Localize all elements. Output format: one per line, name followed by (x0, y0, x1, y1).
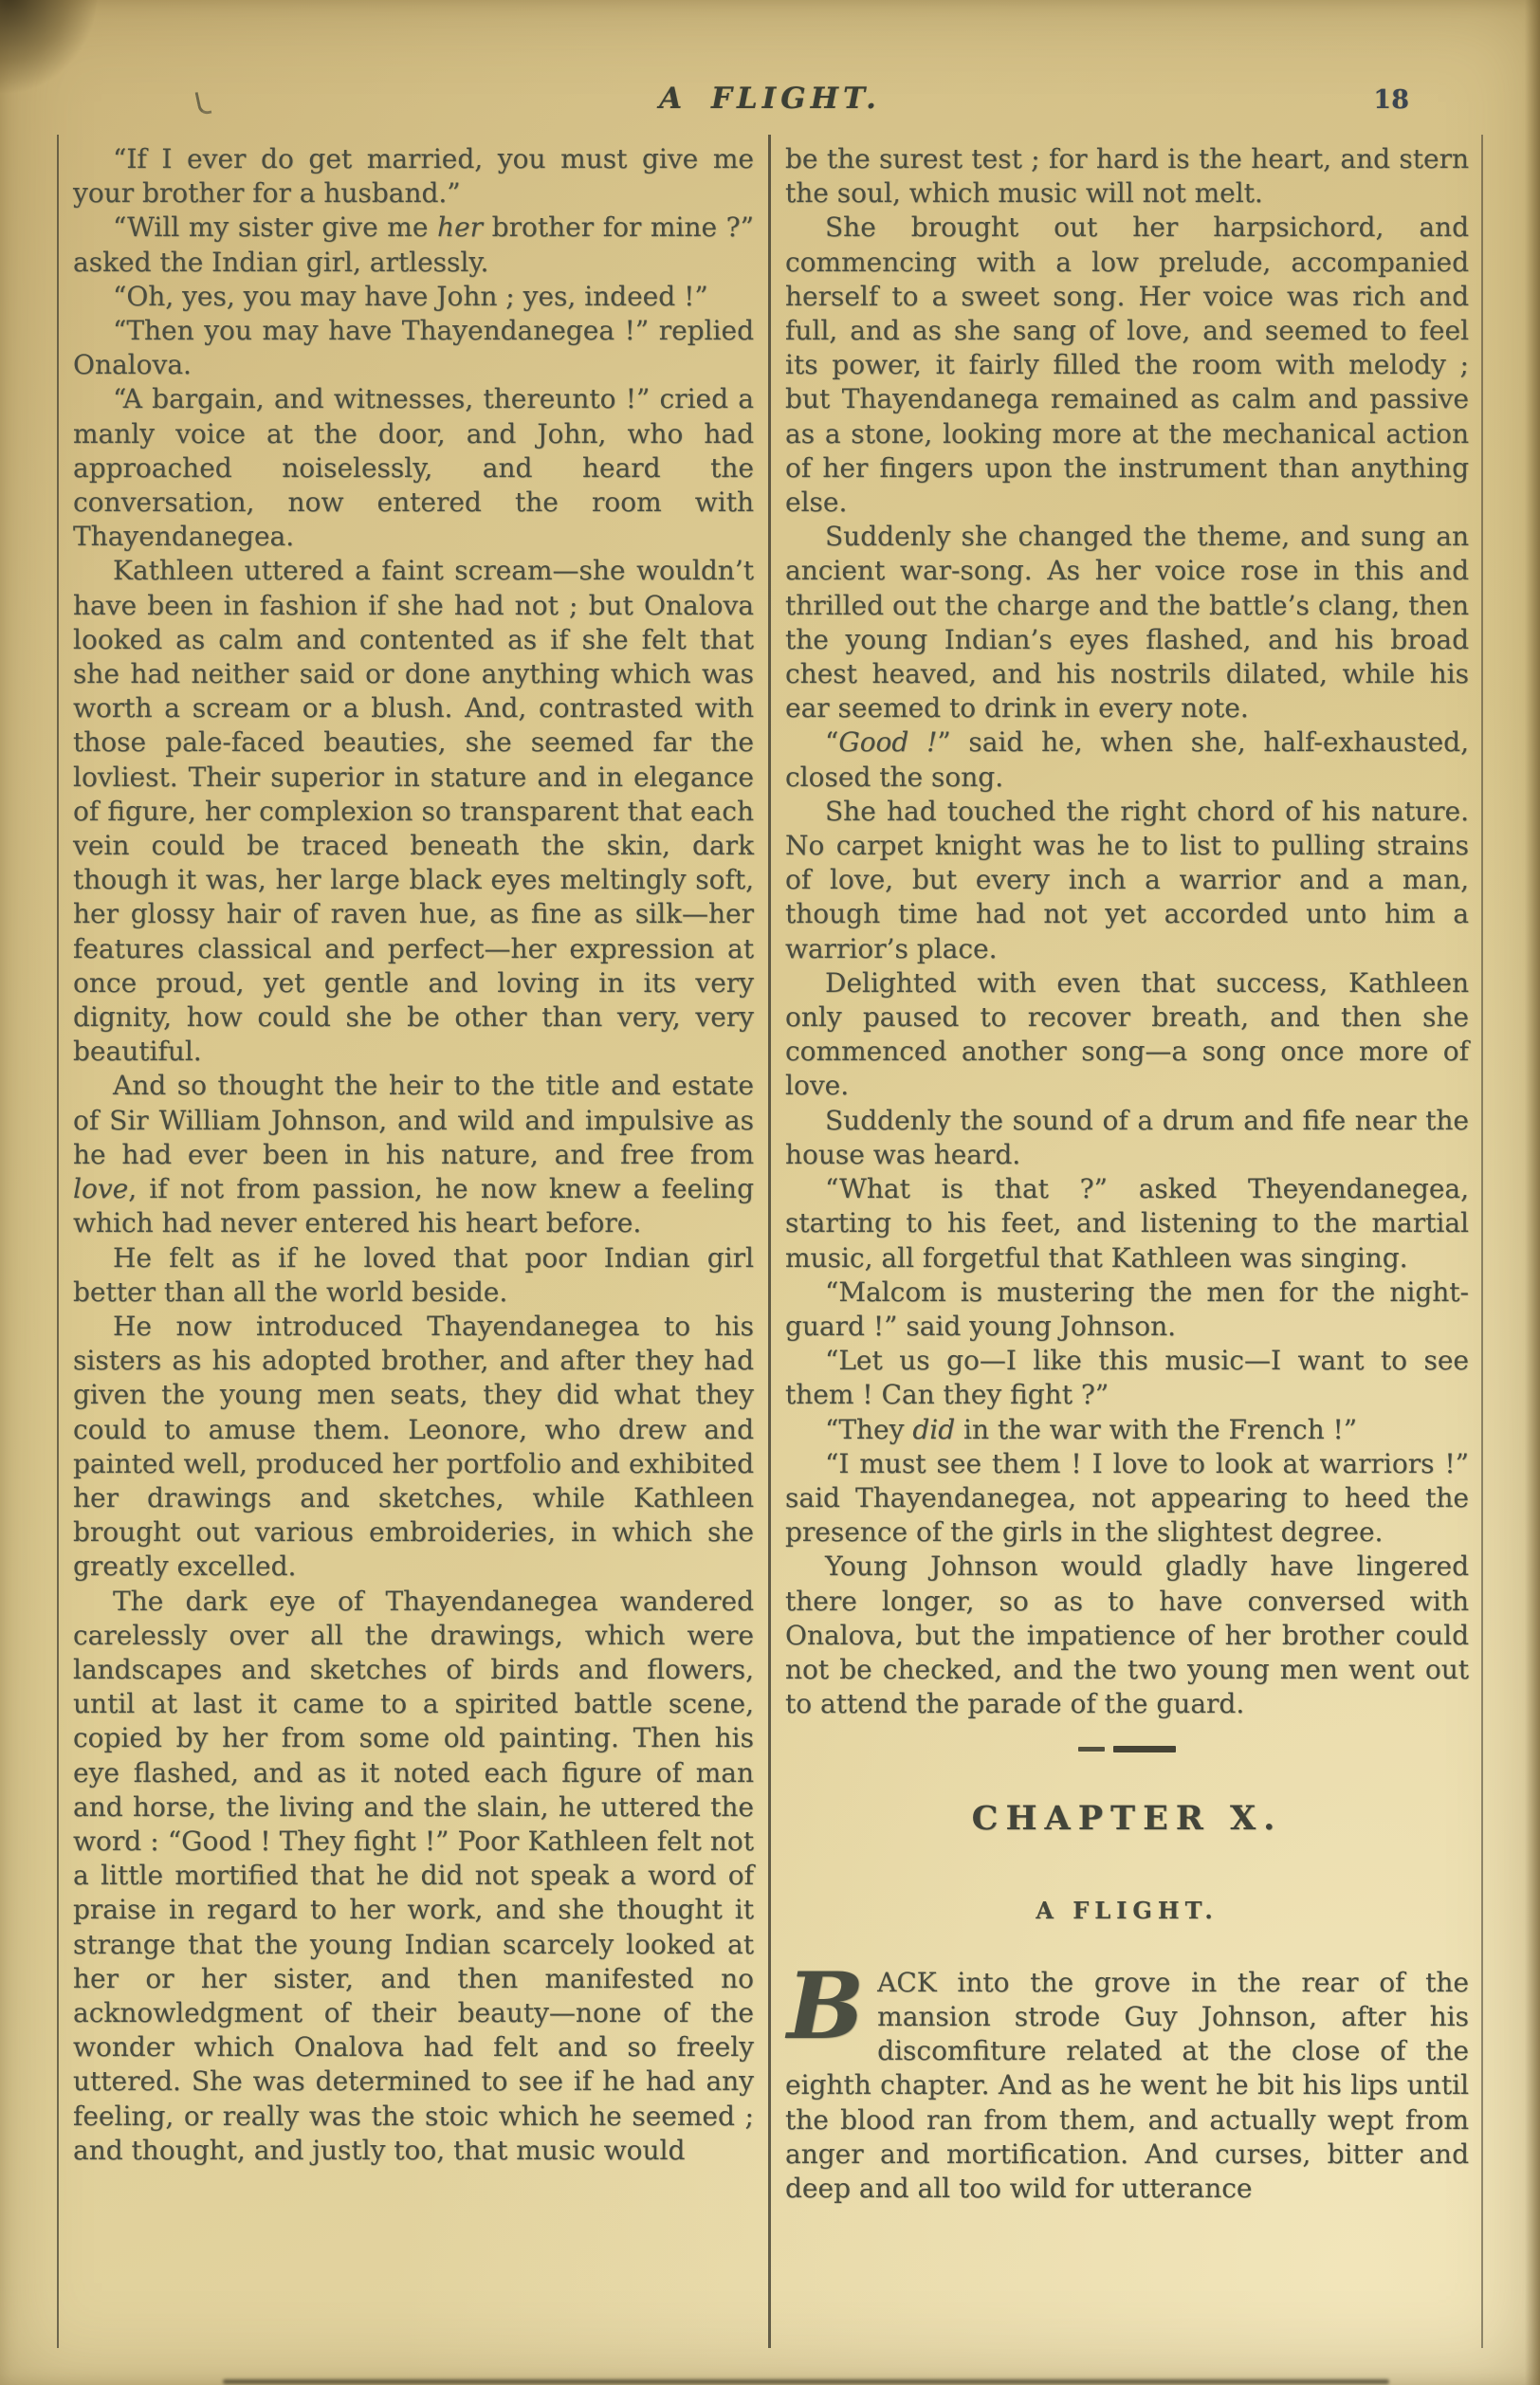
paragraph: “A bargain, and witnesses, thereunto !” cried a manly voice at the door, and John, who had approached noiselessly, and heard the conversation, now entered the room with Thayendanegea. (73, 383, 754, 553)
paragraph: The dark eye of Thayendanegea wandered carelessly over all the drawings, which were landscapes and sketches of birds and flowers, until at last it came to a spirited battle scene, copied by her from some old painting. Then his eye flashed, and as it noted each figure of man and horse, the living and the slain, he uttered the word : “Good ! They fight !” Poor Kathleen felt not a little mortified that he did not speak a word of praise in regard to her work, and she thought it strange that the young Indian scarcely looked at her or her sister, and then manifested no acknowledgment of their beauty—none of the wonder which Onalova had felt and so freely uttered. She was determined to see if he had any feeling, or really was the stoic which he seemed ; and thought, and justly too, that music would (73, 1585, 754, 2166)
text-block (57, 135, 1483, 2348)
scan-edge-line (223, 2379, 1389, 2384)
paragraph: “If I ever do get married, you must give me your brother for a husband.” (73, 143, 754, 210)
page-edge-shadow (1525, 0, 1540, 2385)
paragraph: “Then you may have Thayendanegea !” replied Onalova. (73, 315, 754, 381)
chapter-heading: CHAPTER X. (971, 1799, 1283, 1839)
chapter-opening-text: ACK into the grove in the rear of the mansion strode Guy Johnson, after his discomfiture related at the close of the eighth chapter. And as he went he bit his lips until the blood ran from them, and actually wept from anger and mortification. And curses, bitter and deep and all too wild for utterance (785, 1966, 1469, 2204)
paragraph: “Good !” said he, when she, half-exhausted, closed the song. (785, 726, 1469, 793)
divider-dash-long (1113, 1746, 1176, 1752)
section-divider (785, 1744, 1469, 1752)
paragraph: Suddenly the sound of a drum and fife near the house was heard. (785, 1104, 1469, 1170)
chapter-subtitle: A FLIGHT. (1036, 1896, 1219, 1924)
paragraph: “They did in the war with the French !” (825, 1413, 1358, 1445)
paragraph: Kathleen uttered a faint scream—she wouldn’t have been in fashion if she had not ; but Onalova looked as calm and contented as if she felt that she had neither said or done anything which was worth a scream or a blush. And, contrasted with those pale-faced beauties, she seemed far the lovliest. Their superior in stature and in elegance of figure, her complexion so transparent that each vein could be traced beneath the skin, dark though it was, her large black eyes meltingly soft, her glossy hair of raven hue, as fine as silk—her features classical and perfect—her expression at once proud, yet gentle and loving in its very dignity, how could she be other than very, very beautiful. (73, 555, 754, 1068)
paragraph: He felt as if he loved that poor Indian girl better than all the world beside. (73, 1241, 754, 1308)
paragraph: “I must see them ! I love to look at warriors !” said Thayendanegea, not appearing to heed the presence of the girls in the slightest degree. (785, 1447, 1469, 1549)
paragraph: He now introduced Thayendanegea to his sisters as his adopted brother, and after they had given the young men seats, they did what they could to amuse them. Leonore, who drew and painted well, produced her portfolio and exhibited her drawings and sketches, while Kathleen brought out various embroideries, in which she greatly excelled. (73, 1310, 754, 1583)
chapter-opening-paragraph (785, 1952, 1469, 2206)
right-column (771, 135, 1483, 2348)
continuation-paragraph: be the surest test ; for hard is the heart, and stern the soul, which music will not melt. (785, 143, 1469, 210)
drop-cap-letter: B (787, 1952, 865, 2060)
page-number: 18 (1373, 85, 1409, 115)
running-title: A FLIGHT. (659, 82, 881, 116)
running-header (57, 82, 1483, 116)
left-column (59, 135, 771, 2348)
paragraph: Delighted with even that success, Kathleen only paused to recover breath, and then she commenced another song—a song once more of love. (785, 966, 1469, 1102)
paragraph: She brought out her harpsichord, and commencing with a low prelude, accompanied herself to a sweet song. Her voice was rich and full, and as she sang of love, and seemed to feel its power, it fairly filled the room with melody ; but Thayendanega remained as calm and passive as a stone, looking more at the mechanical action of her fingers upon the instrument than anything else. (785, 211, 1469, 519)
paragraph: “Oh, yes, you may have John ; yes, indeed !” (113, 280, 708, 312)
paragraph: “Let us go—I like this music—I want to see them ! Can they fight ?” (785, 1345, 1469, 1411)
paragraph: And so thought the heir to the title and estate of Sir William Johnson, and wild and impulsive as he had ever been in his nature, and free from love, if not from passion, he now knew a feeling which had never entered his heart before. (73, 1070, 754, 1239)
paragraph: She had touched the right chord of his nature. No carpet knight was he to list to pulling strains of love, but every inch a warrior and a man, though time had not yet accorded unto him a warrior’s place. (785, 795, 1469, 964)
paragraph: “What is that ?” asked Theyendanegea, starting to his feet, and listening to the martial music, all forgetful that Kathleen was singing. (785, 1173, 1469, 1274)
right-column-paragraphs (785, 211, 1469, 1721)
divider-dash-short (1078, 1747, 1105, 1752)
paragraph: “Will my sister give me her brother for mine ?” asked the Indian girl, artlessly. (73, 211, 754, 278)
paragraph: Suddenly she changed the theme, and sung an ancient war-song. As her voice rose in this and thrilled out the charge and the battle’s clang, then the young Indian’s eyes flashed, and his broad chest heaved, and his nostrils dilated, while his ear seemed to drink in every note. (785, 521, 1469, 725)
paragraph: “Malcom is mustering the men for the night-guard !” said young Johnson. (785, 1275, 1469, 1342)
paragraph: Young Johnson would gladly have lingered there longer, so as to have conversed with Onalova, but the impatience of her brother could not be checked, and the two young men went out to attend the parade of the guard. (785, 1550, 1469, 1720)
